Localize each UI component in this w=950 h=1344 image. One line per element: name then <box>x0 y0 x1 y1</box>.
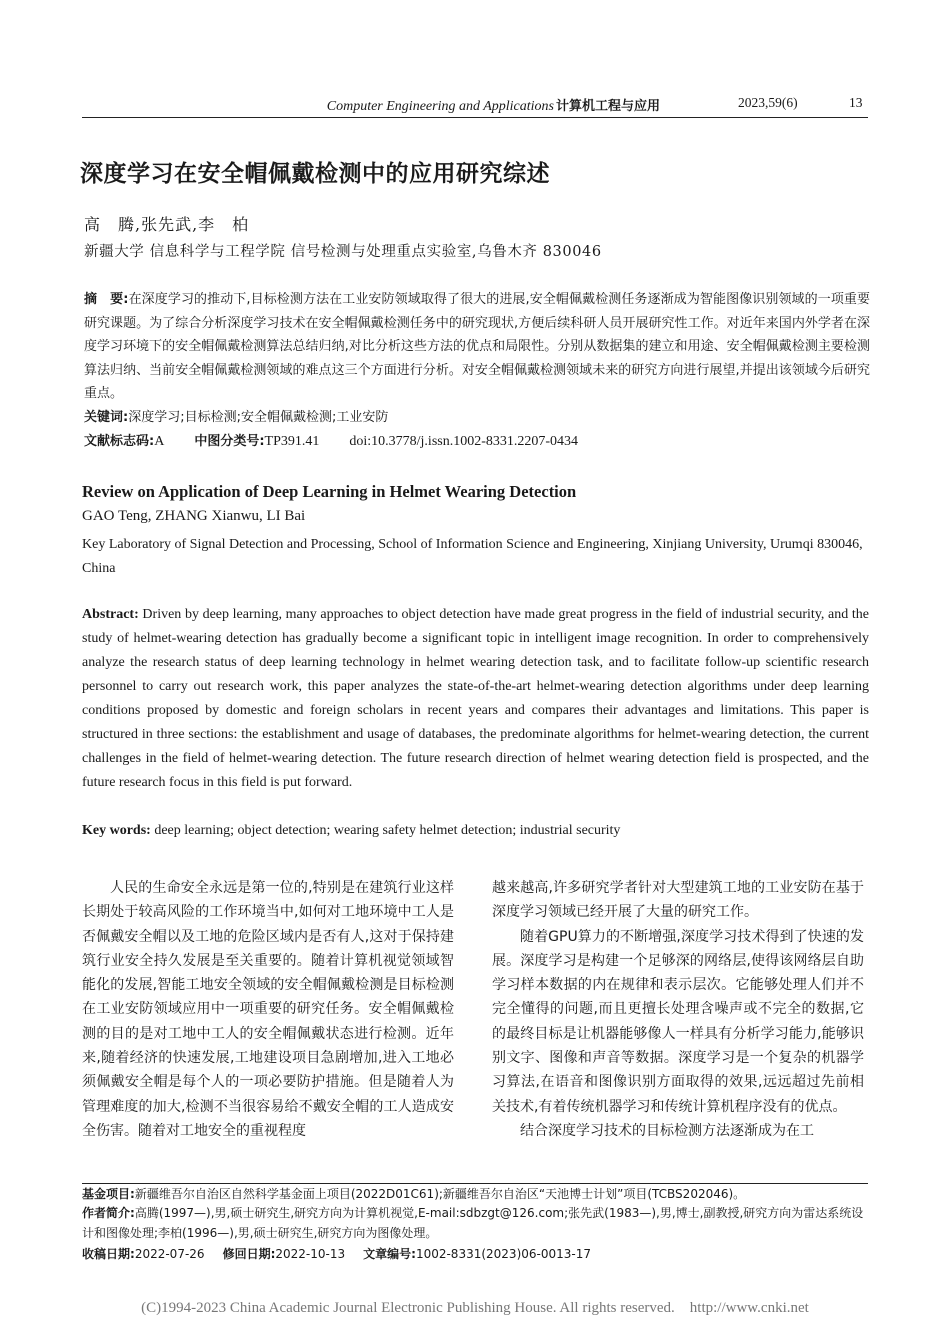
doc-code-label: 文献标志码: <box>84 434 155 449</box>
doi[interactable]: 10.3778/j.issn.1002-8331.2207-0434 <box>371 434 579 449</box>
keywords-cn <box>84 406 870 430</box>
abstract-cn <box>84 288 870 406</box>
author-bio-note <box>82 1203 872 1243</box>
affiliation-cn: 新疆大学 信息科学与工程学院 信号检测与处理重点实验室,乌鲁木齐 830046 <box>84 244 602 260</box>
abstract-cn-text: 在深度学习的推动下,目标检测方法在工业安防领域取得了很大的进展,安全帽佩戴检测任务逐渐成为智能图像识别领域的一项重要研究课题。为了综合分析深度学习技术在安全帽佩戴检测任务中的研究现状,方便后续科研人员开展研究性工作。对近年来国内外学者在深度学习环境下的安全帽佩戴检测算法总结归纳,对比分析这些方法的优点和局限性。分别从数据集的建立和用途、安全帽佩戴检测主要检测算法归纳、当前安全帽佩戴检测领域的难点这三个方面进行分析。对安全帽佩戴检测领域未来的研究方向进行展望,并提出该领域今后研究重点。 <box>84 292 871 401</box>
keywords-cn-text: 深度学习;目标检测;安全帽佩戴检测;工业安防 <box>128 410 389 425</box>
body-column-left <box>82 876 454 1143</box>
running-header-journal <box>327 95 660 115</box>
abstract-en-text: Driven by deep learning, many approaches to object detection have made great progress in the field of industrial security, and the study of helmet-wearing detection has gradually become a significant topic in intelligent image recognition. In order to comprehensively analyze the research status of deep learning technology in helmet wearing detection task, and to facilitate follow-up scientific research personnel to carry out research work, this paper analyzes the state-of-the-art helmet-wearing detection algorithms under deep learning conditions proposed by domestic and foreign scholars in recent years and compares their advantages and limitations. This paper is structured in three sections: the establishment and usage of databases, the predominate algorithms for helmet-wearing detection, the current challenges in the field of helmet-wearing detection. The future research direction of helmet wearing detection field is prospected, and the future research focus in this field is put forward. <box>82 607 870 790</box>
keywords-en <box>82 819 869 843</box>
abstract-en-label: Abstract: <box>82 607 139 622</box>
journal-name-cn: 计算机工程与应用 <box>555 99 660 114</box>
revised-label: 修回日期: <box>222 1247 276 1261</box>
abstract-en <box>82 603 869 795</box>
bio-label: 作者简介: <box>82 1206 135 1220</box>
clc-number: TP391.41 <box>264 434 320 449</box>
funding-note <box>82 1184 872 1204</box>
keywords-cn-label: 关键词: <box>84 410 129 425</box>
revised-date: 2022-10-13 <box>275 1247 346 1261</box>
abstract-cn-label: 摘 要: <box>84 292 129 307</box>
doi-label: doi: <box>349 434 372 449</box>
journal-name-en: Computer Engineering and Applications <box>326 99 554 114</box>
copyright-watermark: (C)1994-2023 China Academic Journal Electronic Publishing House. All rights reserved. http://www.cnki.net <box>141 1300 809 1316</box>
body-paragraph: 结合深度学习技术的目标检测方法逐渐成为在工 <box>520 1122 814 1139</box>
paper-title-cn: 深度学习在安全帽佩戴检测中的应用研究综述 <box>80 160 550 187</box>
page-number: 13 <box>849 95 863 110</box>
volume-issue: 2023,59(6) <box>738 95 798 110</box>
affiliation-en: Key Laboratory of Signal Detection and Processing, School of Information Science and Engineering, Xinjiang University, Urumqi 830046, China <box>82 537 863 576</box>
article-number: 1002-8331(2023)06-0013-17 <box>415 1247 591 1261</box>
received-date: 2022-07-26 <box>134 1247 205 1261</box>
clc-label: 中图分类号: <box>194 434 265 449</box>
identifier-line <box>84 430 870 454</box>
keywords-en-label: Key words: <box>82 823 151 838</box>
authors-cn: 高 腾,张先武,李 柏 <box>84 215 250 234</box>
received-label: 收稿日期: <box>82 1247 135 1261</box>
body-paragraph: 越来越高,许多研究学者针对大型建筑工地的工业安防在基于深度学习领域已经开展了大量的研究工作。 <box>492 880 864 921</box>
article-no-label: 文章编号: <box>363 1247 416 1261</box>
paper-title-en: Review on Application of Deep Learning in Helmet Wearing Detection <box>82 482 577 501</box>
body-column-right <box>492 876 864 1143</box>
bio-text: 高腾(1997—),男,硕士研究生,研究方向为计算机视觉,E-mail:sdbzgt@126.com;张先武(1983—),男,博士,副教授,研究方向为雷达系统设计和图像处理;李柏(1996—),男,硕士研究生,研究方向为图像处理。 <box>82 1206 864 1240</box>
keywords-en-text: deep learning; object detection; wearing safety helmet detection; industrial security <box>154 823 621 838</box>
fund-text: 新疆维吾尔自治区自然科学基金面上项目(2022D01C61);新疆维吾尔自治区“天池博士计划”项目(TCBS202046)。 <box>134 1187 746 1201</box>
body-paragraph: 人民的生命安全永远是第一位的,特别是在建筑行业这样长期处于较高风险的工作环境当中,如何对工地环境中工人是否佩戴安全帽以及工地的危险区域内是否有人,这对于保持建筑行业安全持久发展是至关重要的。随着计算机视觉领域智能化的发展,智能工地安全领域的安全帽佩戴检测是目标检测在工业安防领域应用中一项重要的研究任务。安全帽佩戴检测的目的是对工地中工人的安全帽佩戴状态进行检测。近年来,随着经济的快速发展,工地建设项目急剧增加,进入工地必须佩戴安全帽是每个人的一项必要防护措施。但是随着人为管理难度的加大,检测不当很容易给不戴安全帽的工人造成安全伤害。随着对工地安全的重视程度 <box>82 880 454 1139</box>
fund-label: 基金项目: <box>82 1187 135 1201</box>
authors-en: GAO Teng, ZHANG Xianwu, LI Bai <box>82 508 306 524</box>
dates-line <box>82 1244 872 1264</box>
body-paragraph: 随着GPU算力的不断增强,深度学习技术得到了快速的发展。深度学习是构建一个足够深的网络层,使得该网络层自助学习样本数据的内在规律和表示层次。它能够处理人们并不完全懂得的问题,而且更擅长处理含噪声或不完全的数据,它的最终目标是让机器能够像人一样具有分析学习能力,能够识别文字、图像和声音等数据。深度学习是一个复杂的机器学习算法,在语音和图像识别方面取得的效果,远远超过先前相关技术,有着传统机器学习和传统计算机程序没有的优点。 <box>492 928 864 1115</box>
doc-code: A <box>154 434 165 449</box>
header-rule <box>82 117 868 118</box>
